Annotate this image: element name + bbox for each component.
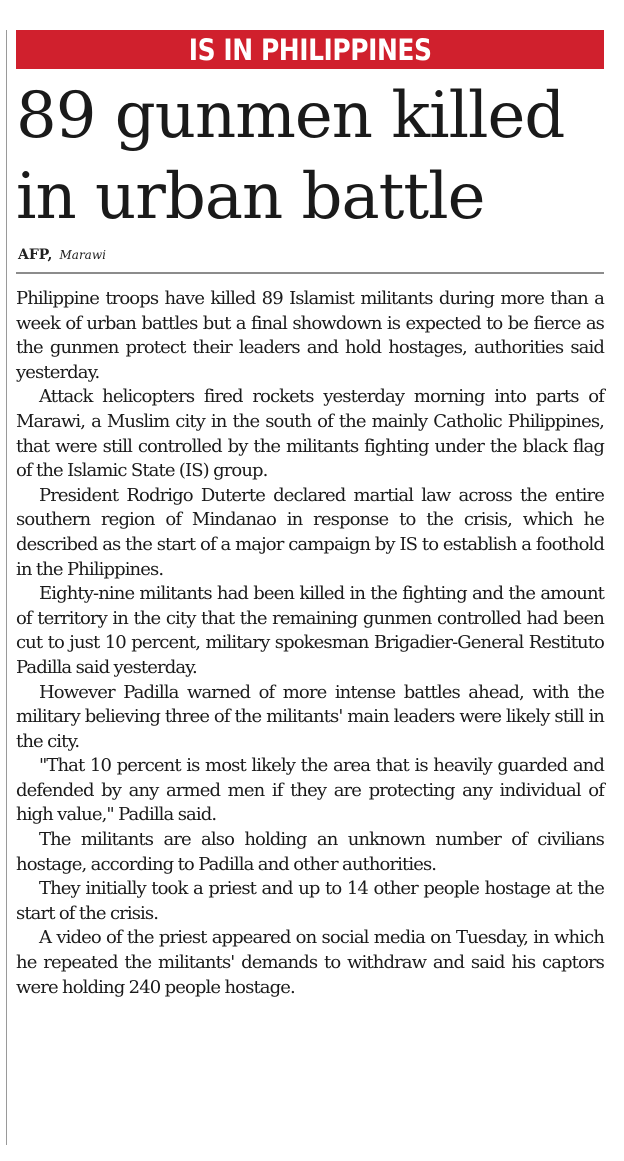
article-paragraph: However Padilla warned of more intense battles ahead, with the military believing three of the militants' main leaders were likely still in the city. <box>16 681 604 752</box>
byline-agency: AFP, <box>18 247 53 263</box>
article-paragraph: President Rodrigo Duterte declared martial law across the entire southern region of Mindanao in response to the crisis, which he described as the start of a major campaign by IS to establish a foothold in the Philippines. <box>16 484 604 580</box>
article-paragraph: The militants are also holding an unknown number of civilians hostage, according to Padilla and other authorities. <box>16 829 604 875</box>
byline <box>18 244 106 263</box>
article-paragraph: A video of the priest appeared on social media on Tuesday, in which he repeated the militants' demands to withdraw and said his captors were holding 240 people hostage. <box>16 927 604 998</box>
section-banner-label: IS IN PHILIPPINES <box>188 32 432 67</box>
column-rule <box>6 30 7 1145</box>
article-body <box>16 287 604 1000</box>
article-paragraph: They initially took a priest and up to 14 other people hostage at the start of the crisis. <box>16 878 604 924</box>
byline-dateline: Marawi <box>59 248 106 262</box>
headline-line-1: 89 gunmen killed <box>16 79 565 153</box>
article-paragraph: Philippine troops have killed 89 Islamist militants during more than a week of urban battles but a final showdown is expected to be fierce as the gunmen protect their leaders and hold hostages, authorities said yesterday. <box>16 288 604 383</box>
headline <box>16 76 616 238</box>
article-paragraph: Attack helicopters fired rockets yesterday morning into parts of Marawi, a Muslim city in the south of the mainly Catholic Philippines, that were still controlled by the militants fighting under the black flag of the Islamic State (IS) group. <box>16 386 604 482</box>
article-paragraph: "That 10 percent is most likely the area that is heavily guarded and defended by any armed men if they are protecting any individual of high value," Padilla said. <box>16 755 604 826</box>
headline-line-2: in urban battle <box>16 160 485 234</box>
section-banner <box>16 30 604 69</box>
article-paragraph: Eighty-nine militants had been killed in the fighting and the amount of territory in the city that the remaining gunmen controlled had been cut to just 10 percent, military spokesman Brigadier-General Restituto Padilla said yesterday. <box>16 583 604 678</box>
byline-divider <box>16 272 604 274</box>
